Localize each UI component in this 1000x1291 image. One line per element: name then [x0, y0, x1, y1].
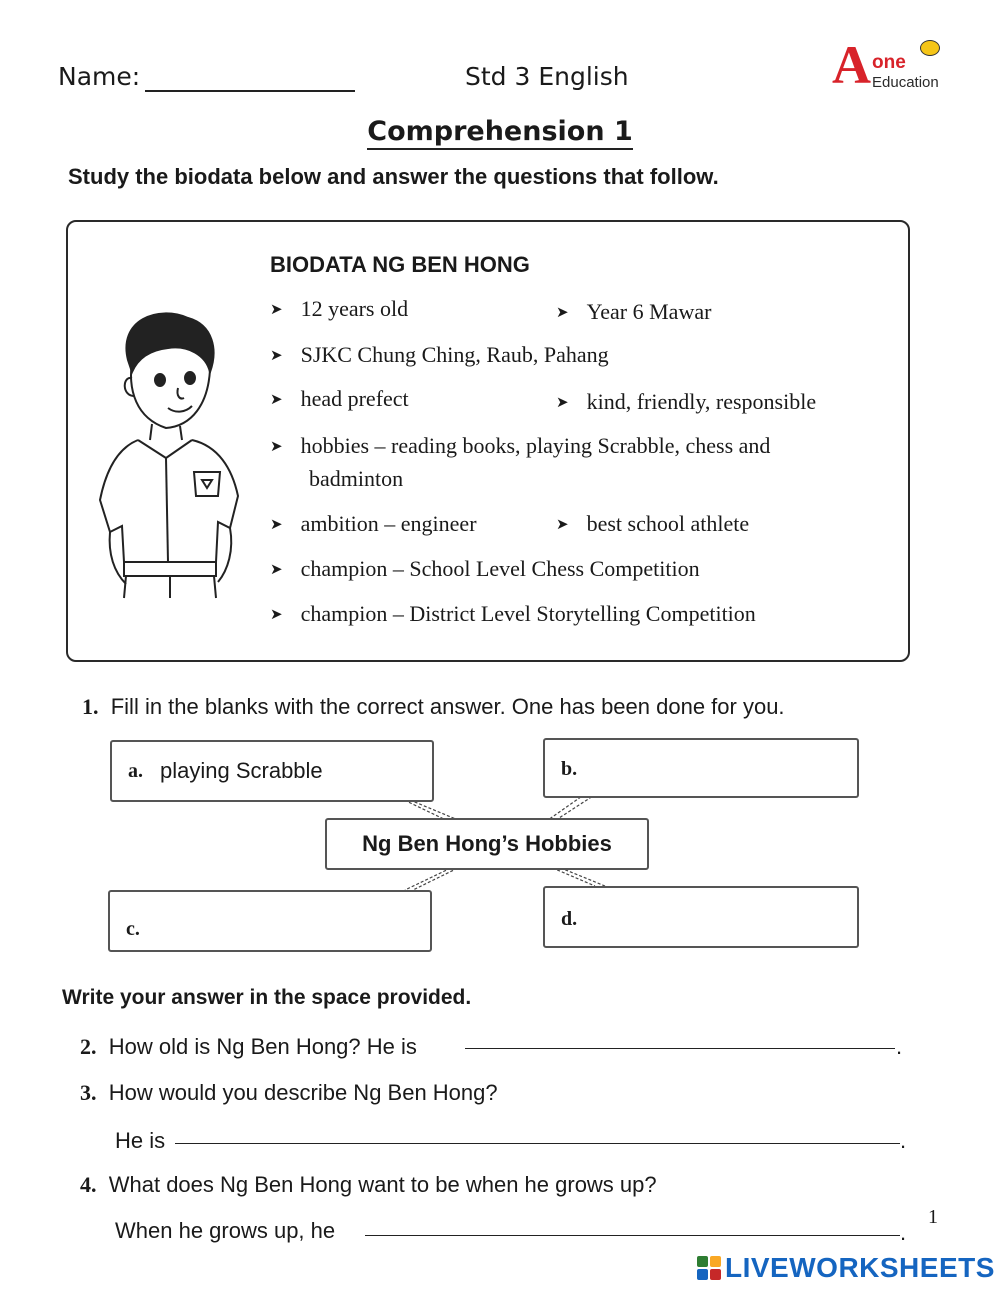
question-2 — [80, 1034, 417, 1060]
bio-item-text: kind, friendly, responsible — [586, 389, 817, 414]
bio-item-class — [556, 299, 711, 325]
hobby-box-label: a. — [128, 760, 143, 782]
answer-prefix-4: When he grows up, he — [115, 1218, 336, 1243]
bio-item-text: 12 years old — [300, 296, 409, 321]
liveworksheets-icon — [697, 1256, 721, 1280]
bullet-icon: ➤ — [270, 517, 283, 533]
bullet-icon: ➤ — [270, 439, 283, 455]
bee-icon — [920, 40, 940, 56]
question-text: Fill in the blanks with the correct answer. One has been done for you. — [110, 694, 785, 719]
question-number: 1. — [82, 694, 99, 719]
answer-period: . — [896, 1034, 903, 1059]
liveworksheets-text: LIVEWORKSHEETS — [725, 1252, 995, 1283]
question-1 — [82, 694, 785, 720]
page-title-text: Comprehension 1 — [367, 116, 633, 150]
bullet-icon: ➤ — [270, 392, 283, 408]
hobby-box-answer: playing Scrabble — [160, 758, 323, 783]
aone-education-logo — [832, 35, 944, 100]
bio-item-text: champion – District Level Storytelling Competition — [300, 601, 756, 626]
bio-item-school — [270, 342, 609, 368]
question-text: How old is Ng Ben Hong? He is — [108, 1034, 417, 1059]
answer-line-3[interactable] — [175, 1143, 900, 1144]
center-label: Ng Ben Hong’s Hobbies — [362, 831, 612, 856]
answer-line-4[interactable] — [365, 1235, 900, 1236]
bio-item-text: SJKC Chung Ching, Raub, Pahang — [300, 342, 609, 367]
answer-line-2[interactable] — [465, 1048, 895, 1049]
hobby-box-c[interactable] — [108, 890, 432, 952]
instruction-text: Study the biodata below and answer the questions that follow. — [68, 164, 719, 189]
bio-item-text: champion – School Level Chess Competition — [300, 556, 700, 581]
bullet-icon: ➤ — [556, 395, 569, 411]
question-3 — [80, 1080, 498, 1106]
answer-period: . — [900, 1128, 907, 1153]
hobby-box-b[interactable] — [543, 738, 859, 798]
hobby-box-label: d. — [561, 908, 578, 930]
bio-item-traits — [556, 389, 816, 415]
bullet-icon: ➤ — [270, 348, 283, 364]
bio-item-hobbies — [270, 433, 770, 459]
bullet-icon: ➤ — [270, 302, 283, 318]
question-number: 2. — [80, 1034, 97, 1059]
bio-item-chess — [270, 556, 700, 582]
bio-item-role — [270, 386, 409, 412]
question-number: 4. — [80, 1172, 97, 1197]
name-blank-line[interactable] — [145, 90, 355, 92]
question-text: What does Ng Ben Hong want to be when he grows up? — [108, 1172, 657, 1197]
bio-item-athlete — [556, 511, 749, 537]
logo-letter: A — [832, 35, 871, 95]
answer-prefix-3: He is — [115, 1128, 166, 1153]
bio-item-text: Year 6 Mawar — [586, 299, 712, 324]
biodata-heading: BIODATA NG BEN HONG — [270, 252, 530, 277]
answer-period: . — [900, 1220, 907, 1245]
boy-illustration — [88, 300, 248, 600]
hobby-box-d[interactable] — [543, 886, 859, 948]
question-4 — [80, 1172, 657, 1198]
name-label: Name: — [58, 62, 141, 91]
hobby-box-a[interactable] — [110, 740, 434, 802]
hobby-box-label: c. — [126, 918, 140, 940]
bio-item-storytelling — [270, 601, 756, 627]
question-number: 3. — [80, 1080, 97, 1105]
bio-item-text: ambition – engineer — [300, 511, 477, 536]
page-number: 1 — [928, 1206, 938, 1228]
bullet-icon: ➤ — [556, 305, 569, 321]
hobby-box-label: b. — [561, 758, 578, 780]
bio-item-text: hobbies – reading books, playing Scrabble, chess and — [300, 433, 771, 458]
hobbies-center-box — [325, 818, 649, 870]
subject-label: Std 3 English — [465, 62, 629, 91]
bullet-icon: ➤ — [556, 517, 569, 533]
page-title — [0, 116, 1000, 147]
bio-item-age — [270, 296, 408, 322]
bio-item-text: best school athlete — [586, 511, 750, 536]
bio-item-text: head prefect — [300, 386, 409, 411]
logo-word-one: one — [872, 52, 906, 73]
bullet-icon: ➤ — [270, 562, 283, 578]
write-instruction: Write your answer in the space provided. — [62, 986, 472, 1009]
bio-item-ambition — [270, 511, 477, 537]
bullet-icon: ➤ — [270, 607, 283, 623]
question-text: How would you describe Ng Ben Hong? — [108, 1080, 498, 1105]
bio-item-hobbies-cont: badminton — [309, 466, 404, 491]
logo-word-education: Education — [872, 74, 939, 91]
